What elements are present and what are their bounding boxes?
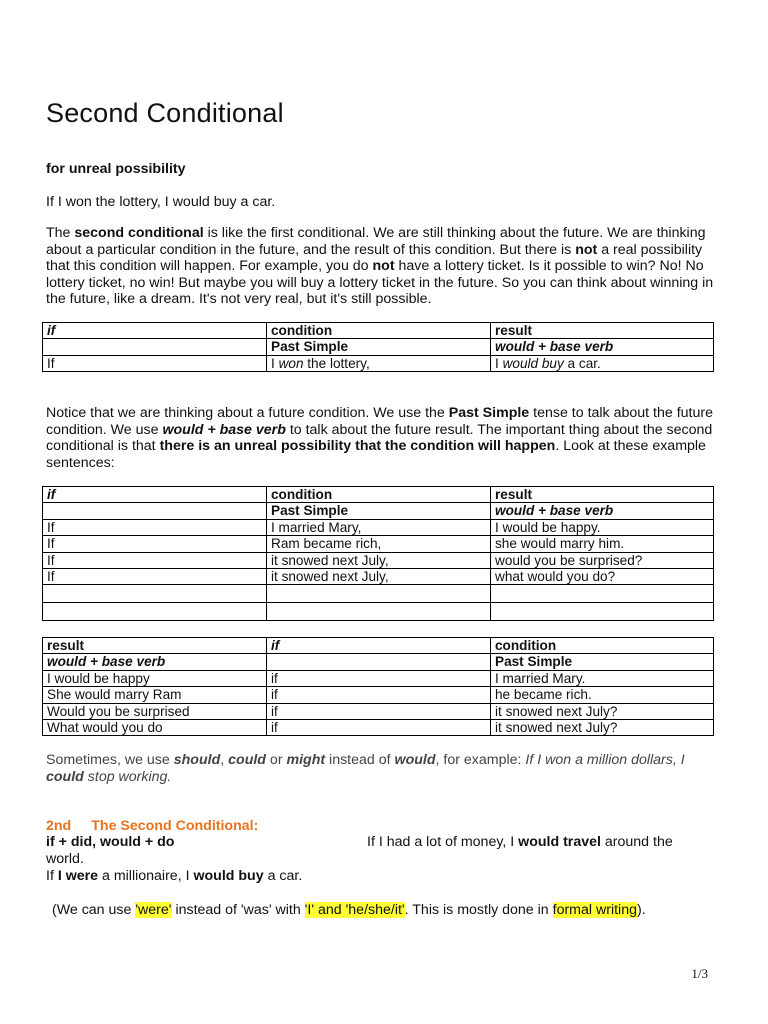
- example-sentence: If I won the lottery, I would buy a car.: [46, 194, 276, 210]
- notice-paragraph: Notice that we are thinking about a future condition. We use the Past Simple tense to talk about the future condition. We use would + base verb to talk about the future result. The important thing about the second conditional is that there is an unreal possibility that the condition will happen. Look at these example sentences:: [46, 405, 713, 471]
- example-travel-cont: world.: [46, 851, 84, 867]
- table-row: Would you be surprised if it snowed next July?: [43, 703, 714, 719]
- sometimes-paragraph: Sometimes, we use should, could or might instead of would, for example: If I won a million dollars, I could stop working.: [46, 752, 685, 785]
- table-row: What would you do if it snowed next July?: [43, 720, 714, 736]
- example-millionaire: If I were a millionaire, I would buy a car.: [46, 868, 303, 884]
- formula: if + did, would + do: [46, 834, 175, 850]
- table-row: She would marry Ram if he became rich.: [43, 687, 714, 703]
- table-row-empty: [43, 585, 714, 603]
- intro-paragraph: The second conditional is like the first conditional. We are still thinking about the future. We are thinking about a particular condition in the future, and the result of this condition. But there is not a real possibility that this condition will happen. For example, you do not have a lottery ticket. Is it possible to win? No! No lottery ticket, no win! But maybe you will buy a lottery ticket in the future. So you can think about winning in the future, like a dream. It's not very real, but it's still possible.: [46, 225, 714, 308]
- page-title: Second Conditional: [46, 98, 284, 128]
- table-row: Past Simple would + base verb: [43, 339, 714, 355]
- table-row: If I married Mary, I would be happy.: [43, 519, 714, 535]
- table-structure: [42, 322, 714, 372]
- table-row: would + base verb Past Simple: [43, 654, 714, 670]
- page-number: 1/3: [691, 966, 708, 981]
- table-row: I would be happy if I married Mary.: [43, 670, 714, 686]
- table-row: If it snowed next July, would you be surprised?: [43, 552, 714, 568]
- table-row: if condition result: [43, 323, 714, 339]
- formula-row: [46, 834, 716, 851]
- table-row: result if condition: [43, 638, 714, 654]
- table-row: Past Simple would + base verb: [43, 503, 714, 519]
- example-travel: If I had a lot of money, I would travel around the: [367, 834, 673, 850]
- table-row: If I won the lottery, I would buy a car.: [43, 355, 714, 371]
- section-heading: 2nd The Second Conditional:: [46, 818, 259, 834]
- note-paragraph: (We can use 'were' instead of 'was' with 'I' and 'he/she/it'. This is mostly done in formal writing).: [52, 902, 646, 918]
- table-examples: [42, 486, 714, 621]
- subtitle: for unreal possibility: [46, 161, 186, 177]
- table-row-empty: [43, 603, 714, 621]
- table-row: If it snowed next July, what would you do?: [43, 569, 714, 585]
- table-reversed: [42, 637, 714, 736]
- table-row: if condition result: [43, 487, 714, 503]
- table-row: If Ram became rich, she would marry him.: [43, 536, 714, 552]
